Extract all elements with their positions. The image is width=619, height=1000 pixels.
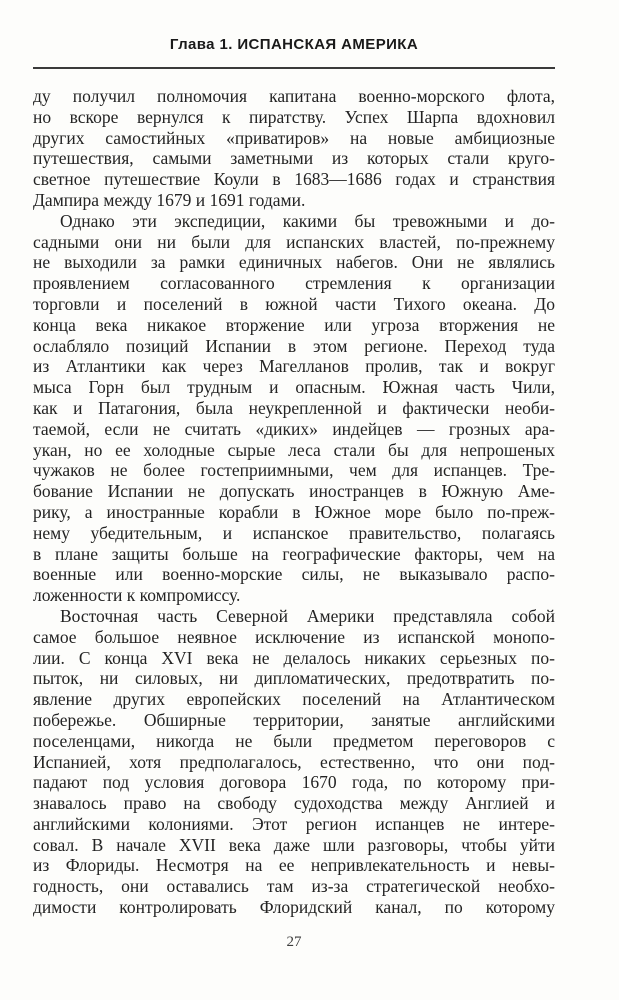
- text-line: ослабляло позиций Испании в этом регионе. Переход туда: [33, 335, 555, 356]
- text-line: мыса Горн был трудным и опасным. Южная часть Чили,: [33, 377, 555, 398]
- text-line: пыток, ни силовых, ни дипломатических, предотвратить по-: [33, 668, 555, 689]
- text-line: годность, они оставались там из-за стратегической необхо-: [33, 876, 555, 897]
- body-text: [33, 86, 555, 918]
- text-line: укан, но ее холодные сырые леса стали бы для непрошеных: [33, 439, 555, 460]
- text-line: ду получил полномочия капитана военно-морского флота,: [33, 86, 555, 106]
- text-line: Дампира между 1679 и 1691 годами.: [33, 189, 306, 210]
- text-line: из Атлантики как через Магелланов пролив, так и вокруг: [33, 356, 555, 377]
- text-line: из Флориды. Несмотря на ее непривлекательность и невы-: [33, 855, 555, 876]
- text-line: но вскоре вернулся к пиратству. Успех Шарпа вдохновил: [33, 106, 555, 127]
- text-line: в плане защиты больше на географические факторы, чем на: [33, 543, 555, 564]
- text-line: поселенцами, никогда не были предметом переговоров с: [33, 730, 555, 751]
- page-number: 27: [286, 933, 302, 950]
- paragraph: [33, 606, 555, 918]
- text-line: бование Испании не допускать иностранцев в Южную Аме-: [33, 481, 555, 502]
- text-line: проявлением согласованного стремления к организации: [33, 273, 555, 294]
- page-footer: [33, 933, 555, 951]
- text-line: нему убедительным, и испанское правительство, полагаясь: [33, 522, 555, 543]
- text-line: совал. В начале XVII века даже шли разговоры, чтобы уйти: [33, 834, 555, 855]
- text-line: чужаков не более гостеприимными, чем для испанцев. Тре-: [33, 460, 555, 481]
- text-line: как и Патагония, была неукрепленной и фактически необи-: [33, 397, 555, 418]
- text-line: Восточная часть Северной Америки представляла собой: [60, 605, 555, 626]
- paragraph: [33, 86, 555, 211]
- text-line: знавалось право на свободу судоходства между Англией и: [33, 793, 555, 814]
- paragraph: [33, 211, 555, 606]
- text-line: самое большое неявное исключение из испанской монопо-: [33, 626, 555, 647]
- chapter-running-title: Глава 1. ИСПАНСКАЯ АМЕРИКА: [169, 36, 419, 53]
- text-line: садными они ни были для испанских властей, по-прежнему: [33, 231, 555, 252]
- text-line: конца века никакое вторжение или угроза вторжения не: [33, 314, 555, 335]
- text-line: Испанией, хотя предполагалось, естественно, что они под-: [33, 751, 555, 772]
- text-line: димости контролировать Флоридский канал, по которому: [33, 897, 555, 918]
- text-line: английскими колониями. Этот регион испанцев не интере-: [33, 813, 555, 834]
- text-line: таемой, если не считать «диких» индейцев — грозных ара-: [33, 418, 555, 439]
- text-line: рику, а иностранные корабли в Южное море было по-преж-: [33, 501, 555, 522]
- text-line: светное путешествие Коули в 1683—1686 годах и странствия: [33, 169, 555, 190]
- text-line: падают под условия договора 1670 года, по которому при-: [33, 772, 555, 793]
- text-line: торговли и поселений в южной части Тихого океана. До: [33, 293, 555, 314]
- header-rule: [33, 67, 555, 69]
- text-line: побережье. Обширные территории, занятые английскими: [33, 709, 555, 730]
- text-line: не выходили за рамки единичных набегов. Они не являлись: [33, 252, 555, 273]
- text-line: Однако эти экспедиции, какими бы тревожными и до-: [60, 210, 555, 231]
- page-header: [33, 36, 555, 69]
- text-line: явление других европейских поселений на Атлантическом: [33, 689, 555, 710]
- text-line: других самостийных «приватиров» на новые амбициозные: [33, 127, 555, 148]
- text-line: лии. С конца XVI века не делалось никаких серьезных по-: [33, 647, 555, 668]
- text-line: ложенности к компромиссу.: [33, 585, 241, 606]
- text-line: военные или военно-морские силы, не выказывало распо-: [33, 564, 555, 585]
- text-line: путешествия, самыми заметными из которых стали круго-: [33, 148, 555, 169]
